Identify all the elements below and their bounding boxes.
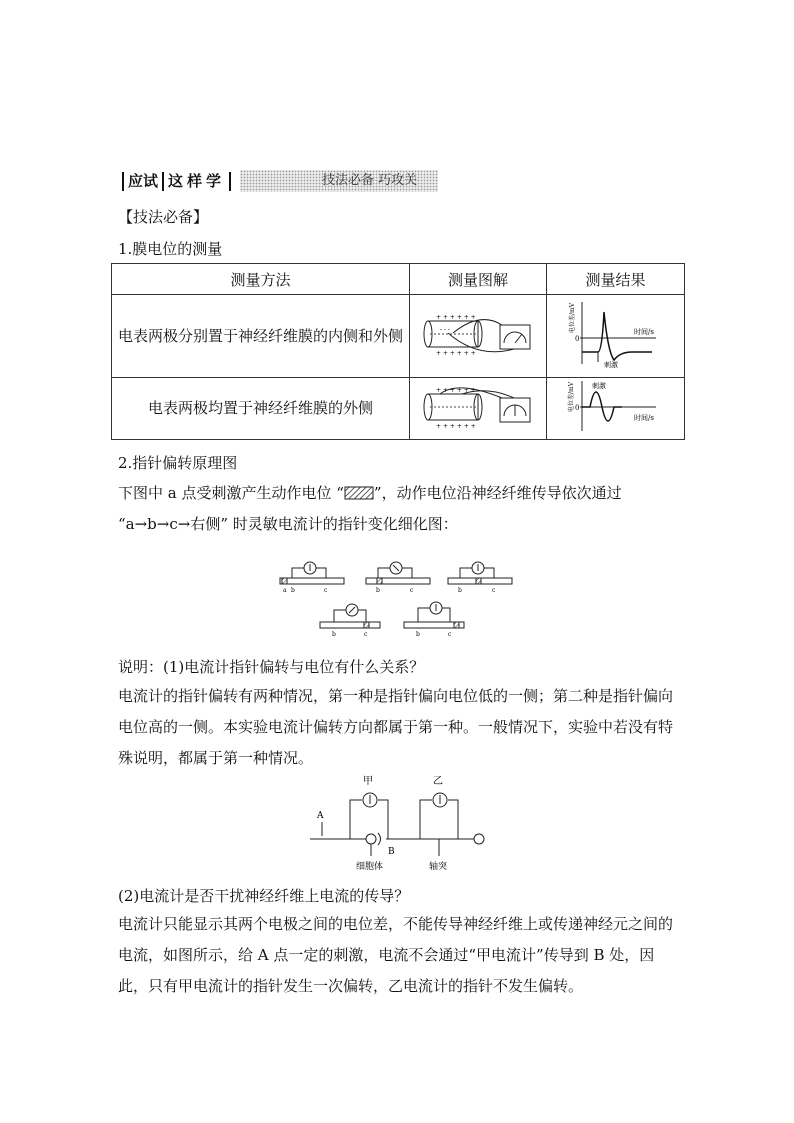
electrode-diagram-2 [418, 382, 538, 432]
graph-ylabel: 电位差/mV [567, 381, 575, 412]
sec1-title: 1.膜电位的测量 [118, 240, 223, 258]
label-A: A [317, 811, 324, 821]
neuron-galvanometer-figure [306, 774, 496, 878]
potential-graph-1 [556, 298, 676, 370]
banner-part2: 这样学 [168, 172, 226, 190]
svg-text:+ + + + + +: + + + + + + [436, 422, 476, 430]
svg-text:+ + + + + +: + + + + + + [436, 350, 476, 357]
label-B: B [388, 847, 395, 857]
sec2-para1-before: 下图中 a 点受刺激产生动作电位 “ [118, 484, 344, 502]
label-cell-body: 细胞体 [356, 862, 384, 872]
fig-label-b: b [332, 631, 336, 638]
sec2-title: 2.指针偏转原理图 [118, 454, 238, 472]
sec2-para2: “a→b→c→右侧” 时灵敏电流计的指针变化细化图： [118, 515, 458, 533]
graph-xlabel: 时间/s [633, 328, 654, 336]
fig-label-c: c [324, 587, 328, 594]
banner-title [118, 170, 235, 192]
galvanometer-panel-1 [280, 562, 344, 594]
answer-1: 电流计的指针偏转有两种情况，第一种是指针偏向电位低的一侧；第二种是指针偏向电位高的一侧。本实验电流计偏转方向都属于第一种。一般情况下，实验中若没有特殊说明，都属于第一种情况。 [118, 687, 674, 767]
question-1: 说明：(1)电流计指针偏转与电位有什么关系？ [118, 658, 425, 676]
graph-zero: 0 [574, 335, 579, 343]
galvanometer-panel-2 [366, 562, 430, 594]
fig-label-a: a [283, 587, 287, 594]
question-2: (2)电流计是否干扰神经纤维上电流的传导？ [118, 887, 410, 905]
fig-label-b: b [416, 631, 420, 638]
table-header: 测量图解 [410, 264, 547, 295]
sec2-para1-after: ”，动作电位沿神经纤维传导依次通过 [373, 484, 622, 502]
graph-xlabel: 时间/s [633, 413, 654, 422]
galvanometer-panel-3 [448, 562, 512, 594]
table-cell-method: 电表两极均置于神经纤维膜的外侧 [147, 399, 373, 417]
svg-text:+ + + + + +: + + + + + + [436, 314, 476, 321]
table-cell-method: 电表两极分别置于神经纤维膜的内侧和外侧 [118, 326, 404, 345]
potential-graph-2 [556, 379, 676, 435]
galvanometer-panel-5 [404, 602, 464, 638]
graph-stim: 刺激 [603, 361, 618, 369]
electrode-diagram-1 [418, 309, 538, 359]
fig-label-c: c [364, 631, 368, 638]
svg-text:+ + + + + +: + + + + + + [436, 386, 476, 394]
measurement-table [111, 263, 685, 440]
sec2-paragraph [118, 478, 684, 540]
label-jia: 甲 [363, 776, 373, 787]
svg-text:- - -: - - - [440, 326, 450, 333]
label-yi: 乙 [433, 776, 443, 787]
banner-subtitle: 技法必备 巧攻关 [322, 173, 418, 188]
fig-label-c: c [492, 587, 496, 594]
graph-ylabel: 电位差/mV [568, 302, 576, 333]
section-title: 【技法必备】 [118, 208, 209, 226]
graph-zero: 0 [574, 403, 579, 412]
fig-label-c: c [448, 631, 452, 638]
hatched-action-potential-icon [344, 486, 374, 500]
graph-stim: 刺激 [591, 381, 606, 390]
label-synapse: 轴突 [429, 862, 448, 872]
fig-label-b: b [458, 587, 462, 594]
table-header: 测量方法 [112, 264, 410, 295]
answer-2: 电流计只能显示其两个电极之间的电位差，不能传导神经纤维上或传递神经元之间的电流，如图所示，给 A 点一定的刺激，电流不会通过“甲电流计”传导到 B 处，因此，只有甲电流计的指针发生一次偏转，乙电流计的指针不发生偏转。 [118, 915, 674, 995]
galvanometer-panel-4 [320, 604, 380, 638]
fig-label-c: c [410, 587, 414, 594]
galvanometer-sequence-figure [276, 556, 516, 644]
fig-label-b: b [291, 587, 295, 594]
fig-label-b: b [376, 587, 380, 594]
banner-part1: 应试 [128, 172, 159, 190]
table-header: 测量结果 [547, 264, 685, 295]
